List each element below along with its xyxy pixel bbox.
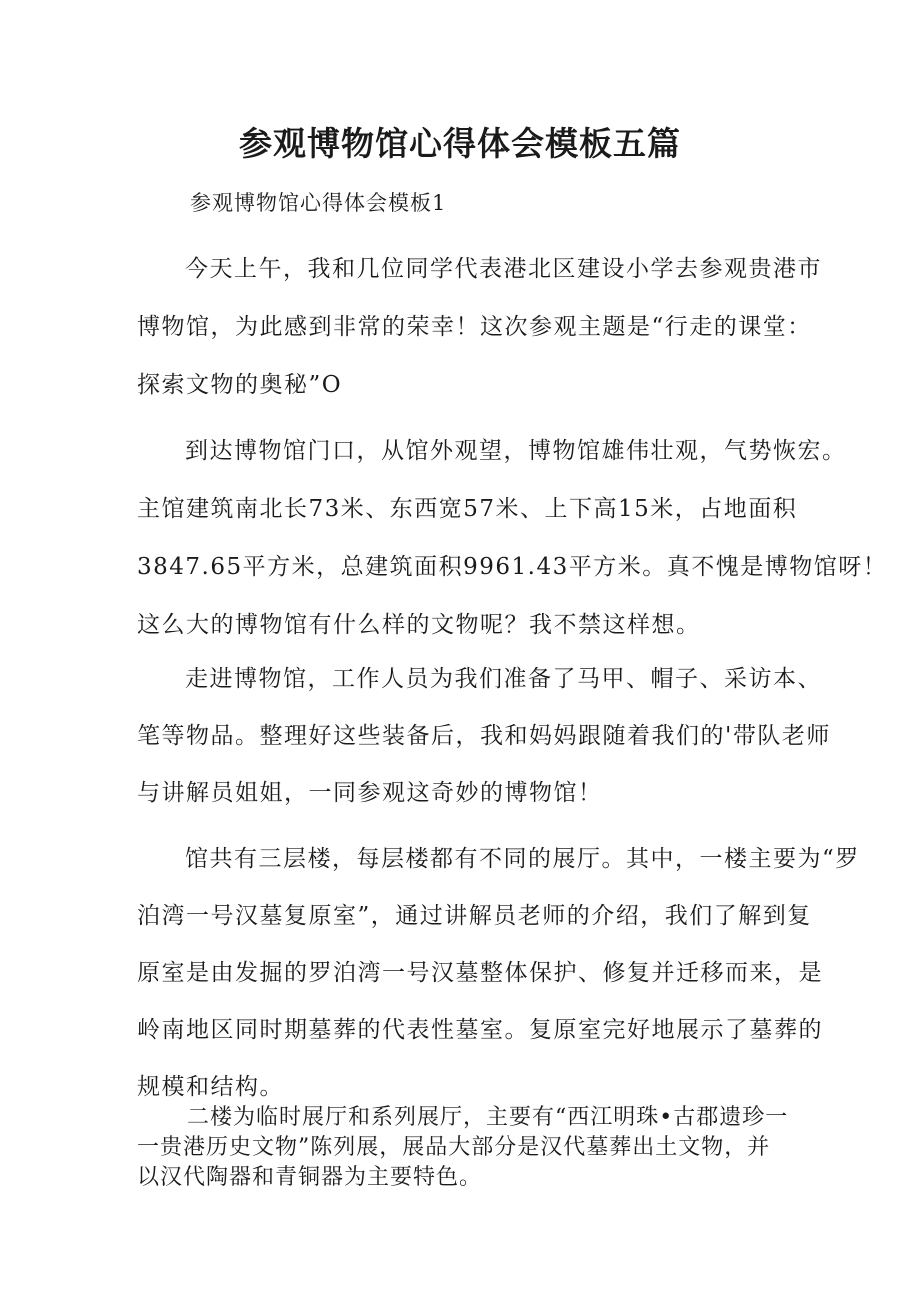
paragraph-5 bbox=[137, 1103, 797, 1193]
paragraph-line: 二楼为临时展厅和系列展厅，主要有“西江明珠•古郡遗珍一 bbox=[187, 1105, 789, 1130]
paragraph-line: 3847.65平方米，总建筑面积9961.43平方米。真不愧是博物馆呀！ bbox=[137, 554, 888, 580]
paragraph-1 bbox=[137, 240, 822, 414]
paragraph-line: 原室是由发掘的罗泊湾一号汉墓整体保护、修复并迁移而来，是 bbox=[137, 960, 823, 986]
paragraph-line: 走进博物馆，工作人员为我们准备了马甲、帽子、采访本、 bbox=[185, 666, 822, 692]
paragraph-line: 博物馆，为此感到非常的荣幸！这次参观主题是“行走的课堂： bbox=[137, 314, 812, 340]
section-heading: 参观博物馆心得体会模板1 bbox=[190, 191, 447, 215]
paragraph-line: 今天上午，我和几位同学代表港北区建设小学去参观贵港市 bbox=[185, 256, 822, 282]
paragraph-line: 规模和结构。 bbox=[137, 1074, 284, 1100]
paragraph-line: 与讲解员姐姐，一同参观这奇妙的博物馆！ bbox=[137, 780, 603, 806]
paragraph-line: 探索文物的奥秘”O bbox=[137, 372, 343, 398]
paragraph-line: 主馆建筑南北长73米、东西宽57米、上下高15米，占地面积 bbox=[137, 496, 798, 522]
paragraph-line: 到达博物馆门口，从馆外观望，博物馆雄伟壮观，气势恢宏。 bbox=[185, 438, 847, 464]
paragraph-line: 笔等物品。整理好这些装备后，我和妈妈跟随着我们的'带队老师 bbox=[137, 723, 831, 749]
paragraph-line: 馆共有三层楼，每层楼都有不同的展厅。其中，一楼主要为“罗 bbox=[185, 846, 860, 872]
paragraph-3 bbox=[137, 651, 831, 822]
document-title: 参观博物馆心得体会模板五篇 bbox=[239, 124, 681, 163]
paragraph-line: 以汉代陶器和青铜器为主要特色。 bbox=[137, 1165, 483, 1190]
paragraph-line: 一贵港历史文物”陈列展，展品大部分是汉代墓葬出土文物，并 bbox=[137, 1135, 771, 1160]
paragraph-line: 泊湾一号汉墓复原室”，通过讲解员老师的介绍，我们了解到复 bbox=[137, 903, 812, 929]
paragraph-line: 这么大的博物馆有什么样的文物呢？我不禁这样想。 bbox=[137, 612, 701, 638]
paragraph-4 bbox=[137, 831, 860, 1116]
paragraph-2 bbox=[137, 422, 888, 654]
paragraph-line: 岭南地区同时期墓葬的代表性墓室。复原室完好地展示了墓葬的 bbox=[137, 1017, 823, 1043]
